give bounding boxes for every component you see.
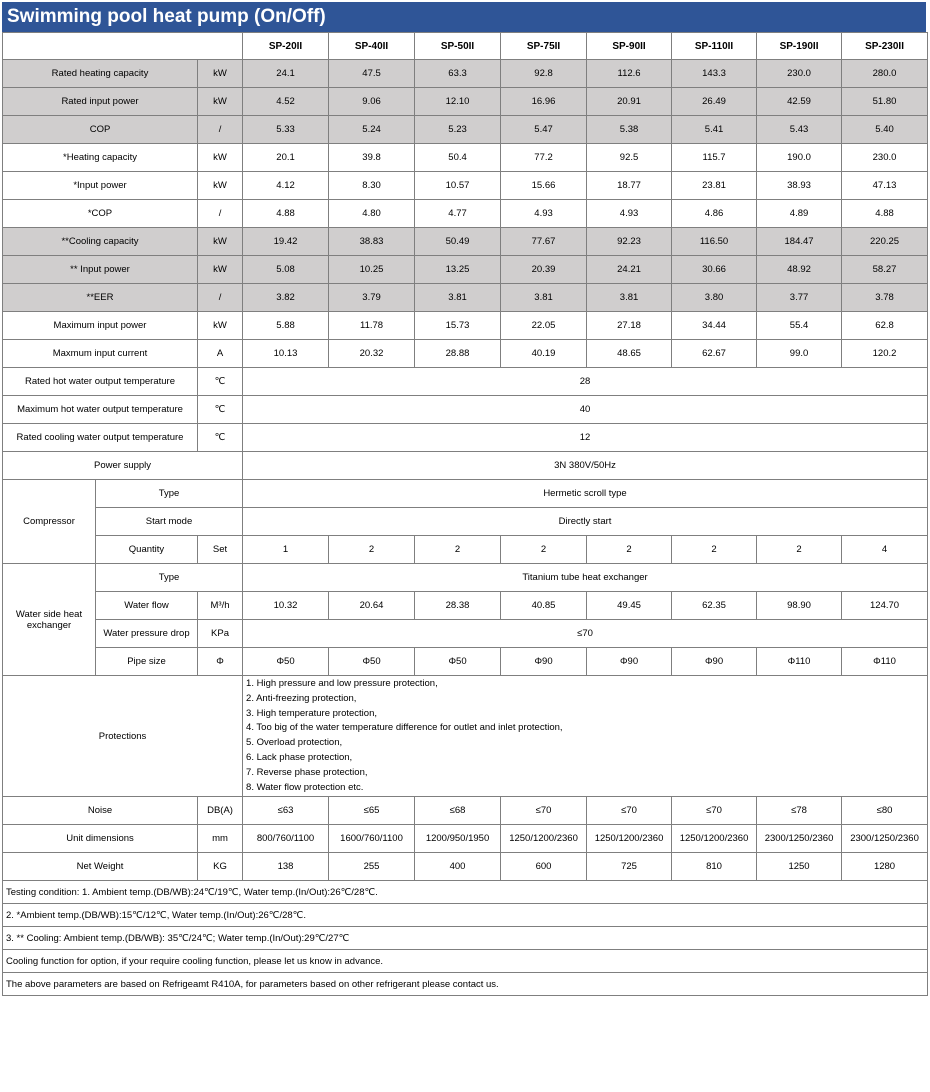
model-header: SP-20II (243, 33, 329, 60)
value-cell: 20.64 (329, 592, 415, 620)
note-row (3, 927, 928, 950)
value-cell: 220.25 (842, 228, 928, 256)
compressor-row (3, 536, 928, 564)
model-header: SP-230II (842, 33, 928, 60)
power-supply-row (3, 452, 928, 480)
value-cell: 3N 380V/50Hz (243, 452, 928, 480)
header-blank-cell (3, 33, 243, 60)
note-cell: 2. *Ambient temp.(DB/WB):15℃/12℃, Water temp.(In/Out):26℃/28℃. (3, 904, 928, 927)
value-cell: 48.65 (587, 340, 672, 368)
value-cell: 30.66 (672, 256, 757, 284)
protection-item: 7. Reverse phase protection, (246, 766, 368, 778)
value-cell: Hermetic scroll type (243, 480, 928, 508)
value-cell: 3.78 (842, 284, 928, 312)
value-cell: 1280 (842, 853, 928, 881)
value-cell: 143.3 (672, 60, 757, 88)
value-cell: 4.80 (329, 200, 415, 228)
value-cell: 1200/950/1950 (415, 825, 501, 853)
value-cell: 184.47 (757, 228, 842, 256)
value-cell: 20.32 (329, 340, 415, 368)
value-cell: 5.24 (329, 116, 415, 144)
sub-label: Water flow (96, 592, 198, 620)
row-unit: DB(A) (198, 797, 243, 825)
value-cell: 4 (842, 536, 928, 564)
value-cell: 92.5 (587, 144, 672, 172)
group-label: Compressor (3, 480, 96, 564)
row-unit: ℃ (198, 396, 243, 424)
value-cell: Titanium tube heat exchanger (243, 564, 928, 592)
value-cell: 27.18 (587, 312, 672, 340)
row-unit: / (198, 116, 243, 144)
value-cell: 8.30 (329, 172, 415, 200)
value-cell: 20.1 (243, 144, 329, 172)
protection-item: 4. Too big of the water temperature difference for outlet and inlet protection, (246, 722, 563, 734)
row-label: Rated input power (3, 88, 198, 116)
value-cell: 49.45 (587, 592, 672, 620)
spec-row (3, 853, 928, 881)
water-hx-row (3, 620, 928, 648)
value-cell: Φ90 (672, 648, 757, 676)
value-cell: Φ50 (329, 648, 415, 676)
protection-item: 8. Water flow protection etc. (246, 781, 364, 793)
row-unit: kW (198, 256, 243, 284)
value-cell: 3.82 (243, 284, 329, 312)
value-cell: 4.89 (757, 200, 842, 228)
value-cell: ≤70 (672, 797, 757, 825)
row-label: *Heating capacity (3, 144, 198, 172)
value-cell: 230.0 (757, 60, 842, 88)
value-cell: 2 (757, 536, 842, 564)
model-header: SP-75II (501, 33, 587, 60)
perf-row (3, 144, 928, 172)
value-cell: 92.23 (587, 228, 672, 256)
value-cell: Φ110 (757, 648, 842, 676)
row-unit: kW (198, 228, 243, 256)
value-cell: 5.47 (501, 116, 587, 144)
row-label: Power supply (3, 452, 243, 480)
value-cell: 28 (243, 368, 928, 396)
row-unit: kW (198, 312, 243, 340)
value-cell: 23.81 (672, 172, 757, 200)
row-unit: KPa (198, 620, 243, 648)
water-hx-row (3, 592, 928, 620)
value-cell: 115.7 (672, 144, 757, 172)
row-label: Rated hot water output temperature (3, 368, 198, 396)
row-label: Unit dimensions (3, 825, 198, 853)
note-cell: Cooling function for option, if your require cooling function, please let us know in advance. (3, 950, 928, 973)
value-cell: 5.33 (243, 116, 329, 144)
value-cell: 255 (329, 853, 415, 881)
value-cell: 11.78 (329, 312, 415, 340)
water-hx-row (3, 564, 928, 592)
model-header: SP-110II (672, 33, 757, 60)
protection-item: 3. High temperature protection, (246, 707, 377, 719)
value-cell: 39.8 (329, 144, 415, 172)
row-unit: ℃ (198, 368, 243, 396)
model-header: SP-50II (415, 33, 501, 60)
perf-row (3, 88, 928, 116)
group-label: Water side heat exchanger (3, 564, 96, 676)
value-cell: 28.38 (415, 592, 501, 620)
value-cell: 190.0 (757, 144, 842, 172)
value-cell: 3.80 (672, 284, 757, 312)
value-cell: 280.0 (842, 60, 928, 88)
value-cell: 1250/1200/2360 (501, 825, 587, 853)
value-cell: 50.4 (415, 144, 501, 172)
row-label: Protections (3, 676, 243, 797)
compressor-row (3, 480, 928, 508)
value-cell: 3.77 (757, 284, 842, 312)
value-cell: 4.93 (501, 200, 587, 228)
value-cell: 400 (415, 853, 501, 881)
value-cell: 38.93 (757, 172, 842, 200)
row-unit: / (198, 200, 243, 228)
value-cell: Φ110 (842, 648, 928, 676)
note-row (3, 973, 928, 996)
row-label: **EER (3, 284, 198, 312)
temp-row (3, 396, 928, 424)
protection-item: 2. Anti-freezing protection, (246, 692, 357, 704)
value-cell: 800/760/1100 (243, 825, 329, 853)
value-cell: 2 (672, 536, 757, 564)
value-cell: 98.90 (757, 592, 842, 620)
value-cell: Φ50 (415, 648, 501, 676)
value-cell: 600 (501, 853, 587, 881)
value-cell: 28.88 (415, 340, 501, 368)
value-cell: 20.91 (587, 88, 672, 116)
value-cell: 13.25 (415, 256, 501, 284)
value-cell: 2300/1250/2360 (842, 825, 928, 853)
value-cell: 24.21 (587, 256, 672, 284)
sub-label: Start mode (96, 508, 243, 536)
value-cell: 58.27 (842, 256, 928, 284)
note-cell: Testing condition: 1. Ambient temp.(DB/WB):24℃/19℃, Water temp.(In/Out):26℃/28℃. (3, 881, 928, 904)
value-cell: 2300/1250/2360 (757, 825, 842, 853)
value-cell: 1 (243, 536, 329, 564)
row-unit: / (198, 284, 243, 312)
page-title: Swimming pool heat pump (On/Off) (2, 2, 926, 32)
row-unit: M³/h (198, 592, 243, 620)
sub-label: Quantity (96, 536, 198, 564)
row-label: COP (3, 116, 198, 144)
note-cell: 3. ** Cooling: Ambient temp.(DB/WB): 35℃/24℃; Water temp.(In/Out):29℃/27℃ (3, 927, 928, 950)
value-cell: 4.12 (243, 172, 329, 200)
model-header: SP-90II (587, 33, 672, 60)
value-cell: 5.41 (672, 116, 757, 144)
value-cell: 2 (501, 536, 587, 564)
row-unit: A (198, 340, 243, 368)
value-cell: 48.92 (757, 256, 842, 284)
value-cell: 47.5 (329, 60, 415, 88)
value-cell: 5.23 (415, 116, 501, 144)
value-cell: Φ90 (501, 648, 587, 676)
value-cell: ≤78 (757, 797, 842, 825)
value-cell: ≤70 (243, 620, 928, 648)
value-cell: 5.43 (757, 116, 842, 144)
note-row (3, 904, 928, 927)
perf-row (3, 200, 928, 228)
value-cell: Φ90 (587, 648, 672, 676)
value-cell: 50.49 (415, 228, 501, 256)
note-cell: The above parameters are based on Refrigeamt R410A, for parameters based on other refrigerant please contact us. (3, 973, 928, 996)
row-label: Maxmum input current (3, 340, 198, 368)
value-cell: 62.35 (672, 592, 757, 620)
value-cell: Directly start (243, 508, 928, 536)
value-cell: 3.79 (329, 284, 415, 312)
value-cell: 62.67 (672, 340, 757, 368)
value-cell: 34.44 (672, 312, 757, 340)
value-cell: 40.85 (501, 592, 587, 620)
note-row (3, 950, 928, 973)
value-cell: 230.0 (842, 144, 928, 172)
compressor-row (3, 508, 928, 536)
value-cell: 4.88 (243, 200, 329, 228)
perf-row (3, 312, 928, 340)
value-cell: 4.77 (415, 200, 501, 228)
value-cell: 47.13 (842, 172, 928, 200)
row-label: Rated cooling water output temperature (3, 424, 198, 452)
value-cell: 3.81 (587, 284, 672, 312)
spec-row (3, 825, 928, 853)
value-cell: 1250 (757, 853, 842, 881)
perf-row (3, 256, 928, 284)
protection-item: 5. Overload protection, (246, 737, 343, 749)
value-cell: 725 (587, 853, 672, 881)
protection-item: 6. Lack phase protection, (246, 751, 353, 763)
row-label: Maximum input power (3, 312, 198, 340)
value-cell: 2 (587, 536, 672, 564)
value-cell: 1250/1200/2360 (672, 825, 757, 853)
value-cell: 20.39 (501, 256, 587, 284)
value-cell: 22.05 (501, 312, 587, 340)
sub-label: Type (96, 480, 243, 508)
perf-row (3, 284, 928, 312)
row-unit: Set (198, 536, 243, 564)
spec-table-body (3, 33, 928, 996)
value-cell: 5.40 (842, 116, 928, 144)
row-unit: kW (198, 172, 243, 200)
perf-row (3, 60, 928, 88)
temp-row (3, 424, 928, 452)
value-cell: 38.83 (329, 228, 415, 256)
model-header: SP-190II (757, 33, 842, 60)
note-row (3, 881, 928, 904)
value-cell: ≤63 (243, 797, 329, 825)
value-cell: 18.77 (587, 172, 672, 200)
row-label: ** Input power (3, 256, 198, 284)
value-cell: 19.42 (243, 228, 329, 256)
row-unit: kW (198, 60, 243, 88)
value-cell: 1250/1200/2360 (587, 825, 672, 853)
spec-row (3, 797, 928, 825)
value-cell: 77.2 (501, 144, 587, 172)
value-cell: 99.0 (757, 340, 842, 368)
value-cell: 5.08 (243, 256, 329, 284)
row-unit: KG (198, 853, 243, 881)
value-cell: 10.32 (243, 592, 329, 620)
header-row (3, 33, 928, 60)
value-cell: 15.73 (415, 312, 501, 340)
value-cell: 138 (243, 853, 329, 881)
value-cell: 92.8 (501, 60, 587, 88)
row-label: Net Weight (3, 853, 198, 881)
value-cell: 4.52 (243, 88, 329, 116)
perf-row (3, 116, 928, 144)
row-label: *COP (3, 200, 198, 228)
value-cell: 10.25 (329, 256, 415, 284)
value-cell: 5.88 (243, 312, 329, 340)
value-cell: 4.93 (587, 200, 672, 228)
value-cell: 9.06 (329, 88, 415, 116)
sub-label: Type (96, 564, 243, 592)
value-cell: 1600/760/1100 (329, 825, 415, 853)
row-label: *Input power (3, 172, 198, 200)
row-unit: kW (198, 88, 243, 116)
value-cell: 4.88 (842, 200, 928, 228)
value-cell: ≤65 (329, 797, 415, 825)
model-header: SP-40II (329, 33, 415, 60)
sub-label: Pipe size (96, 648, 198, 676)
row-unit: kW (198, 144, 243, 172)
perf-row (3, 340, 928, 368)
protections-list (243, 676, 928, 797)
value-cell: 120.2 (842, 340, 928, 368)
value-cell: ≤70 (501, 797, 587, 825)
row-label: Rated heating capacity (3, 60, 198, 88)
value-cell: 51.80 (842, 88, 928, 116)
temp-row (3, 368, 928, 396)
value-cell: 26.49 (672, 88, 757, 116)
row-unit: Φ (198, 648, 243, 676)
row-unit: mm (198, 825, 243, 853)
value-cell: 2 (415, 536, 501, 564)
value-cell: 810 (672, 853, 757, 881)
value-cell: 2 (329, 536, 415, 564)
perf-row (3, 172, 928, 200)
value-cell: 112.6 (587, 60, 672, 88)
value-cell: 4.86 (672, 200, 757, 228)
value-cell: 10.13 (243, 340, 329, 368)
value-cell: ≤68 (415, 797, 501, 825)
value-cell: 16.96 (501, 88, 587, 116)
value-cell: 116.50 (672, 228, 757, 256)
value-cell: 124.70 (842, 592, 928, 620)
value-cell: 3.81 (415, 284, 501, 312)
row-label: **Cooling capacity (3, 228, 198, 256)
value-cell: ≤80 (842, 797, 928, 825)
water-hx-row (3, 648, 928, 676)
value-cell: 24.1 (243, 60, 329, 88)
value-cell: 63.3 (415, 60, 501, 88)
value-cell: 62.8 (842, 312, 928, 340)
value-cell: 12 (243, 424, 928, 452)
value-cell: 3.81 (501, 284, 587, 312)
value-cell: Φ50 (243, 648, 329, 676)
protection-item: 1. High pressure and low pressure protection, (246, 678, 438, 689)
value-cell: 5.38 (587, 116, 672, 144)
value-cell: 40 (243, 396, 928, 424)
sub-label: Water pressure drop (96, 620, 198, 648)
value-cell: 42.59 (757, 88, 842, 116)
value-cell: 15.66 (501, 172, 587, 200)
value-cell: 10.57 (415, 172, 501, 200)
value-cell: 12.10 (415, 88, 501, 116)
perf-row (3, 228, 928, 256)
protections-row (3, 676, 928, 797)
row-unit: ℃ (198, 424, 243, 452)
value-cell: ≤70 (587, 797, 672, 825)
value-cell: 55.4 (757, 312, 842, 340)
spec-table (2, 32, 928, 996)
value-cell: 77.67 (501, 228, 587, 256)
row-label: Noise (3, 797, 198, 825)
row-label: Maximum hot water output temperature (3, 396, 198, 424)
value-cell: 40.19 (501, 340, 587, 368)
